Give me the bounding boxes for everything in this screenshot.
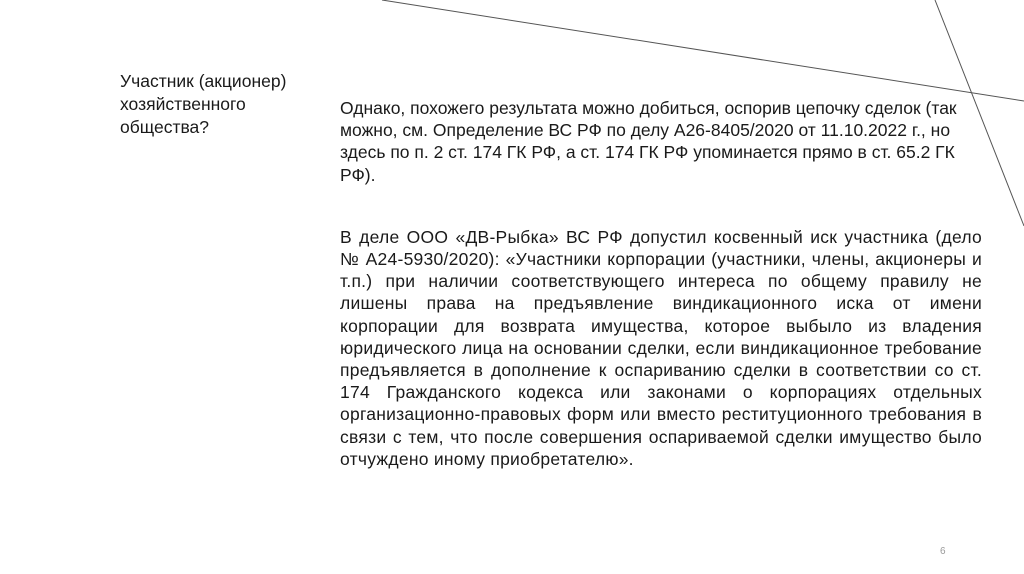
decor-line-diagonal (382, 0, 1024, 101)
question-label: Участник (акционер) хозяйственного общества? (120, 71, 287, 137)
paragraph-dv-rybka-case: В деле ООО «ДВ-Рыбка» ВС РФ допустил косвенный иск участника (дело № А24-5930/2020): «Участники корпорации (участники, члены, акционеры и т.п.) при наличии соответствующего интереса по общему правилу не лишены права на предъявление виндикационного иска от имени корпорации для возврата имущества, которое выбыло из владения юридического лица на основании сделки, если виндикационное требование предъявляется в дополнение к оспариванию сделки в соответствии со ст. 174 Гражданского кодекса или законами о корпорациях отдельных организационно-правовых форм или вместо реституционного требования в связи с тем, что после совершения оспариваемой сделки имущество было отчуждено иному приобретателю». (340, 226, 982, 469)
content-column (340, 97, 982, 470)
paragraph-chain-of-deals: Однако, похожего результата можно добиться, оспорив цепочку сделок (так можно, см. Определение ВС РФ по делу А26-8405/2020 от 11.10.2022 г., но здесь по п. 2 ст. 174 ГК РФ, а ст. 174 ГК РФ упоминается прямо в ст. 65.2 ГК РФ). (340, 98, 957, 185)
page-number: 6 (940, 546, 946, 557)
